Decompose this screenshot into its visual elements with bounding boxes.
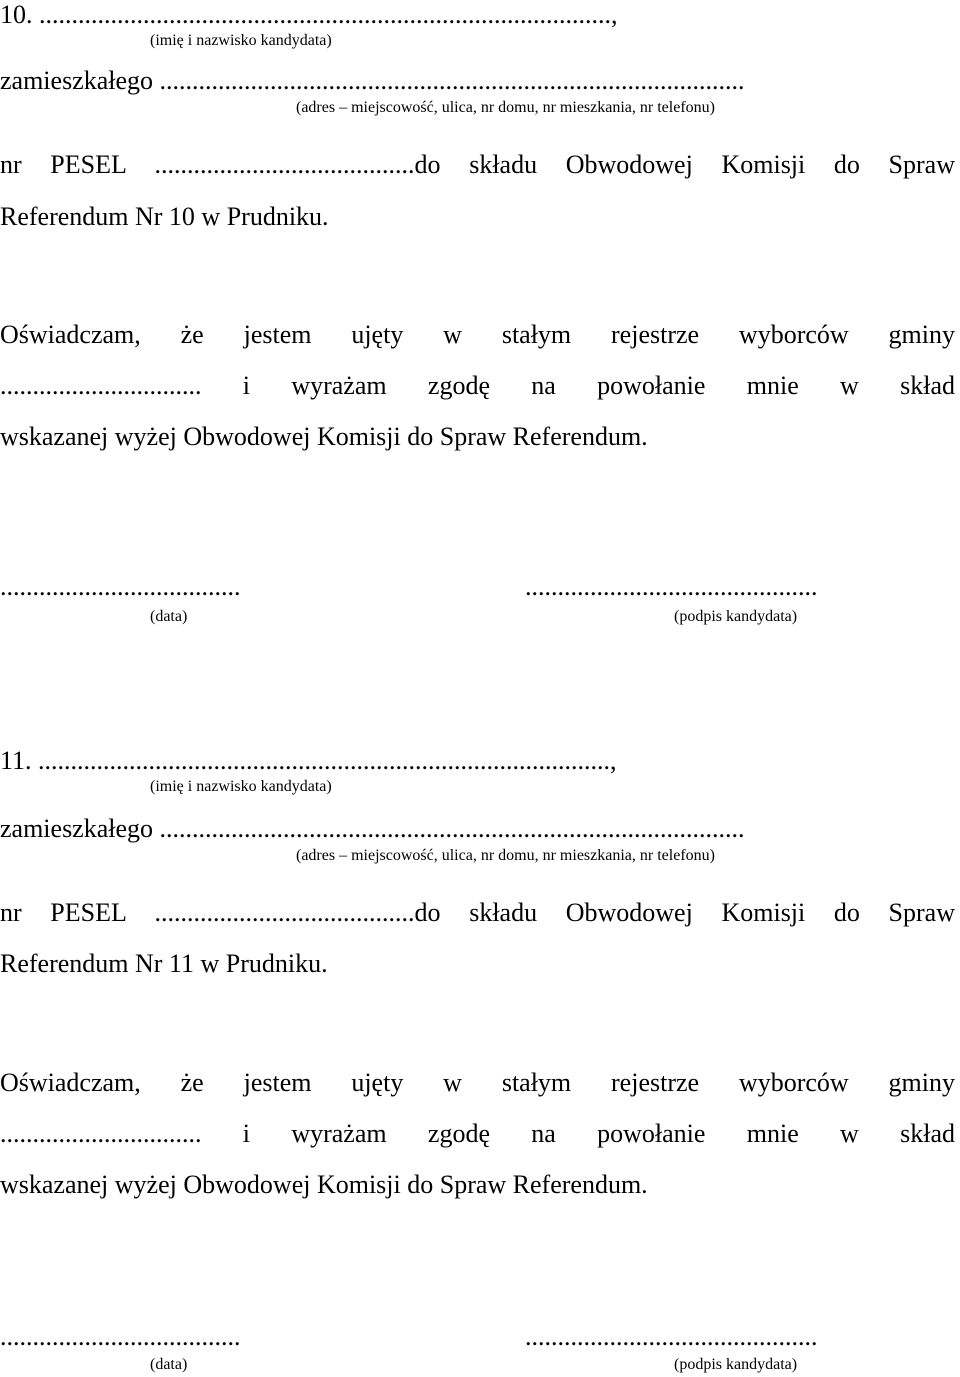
date-caption: (data)	[150, 1356, 188, 1373]
pesel-line: nr PESEL ........................................do składu Obwodowej Komisji do Spraw	[0, 898, 955, 927]
name-caption: (imię i nazwisko kandydata)	[150, 778, 332, 795]
declaration-line-1: Oświadczam, że jestem ujęty w stałym rejestrze wyborców gminy	[0, 1068, 955, 1097]
name-line: 10. ........................................................................................,	[0, 0, 618, 29]
address-caption: (adres – miejscowość, ulica, nr domu, nr mieszkania, nr telefonu)	[296, 847, 715, 864]
referendum-line: Referendum Nr 10 w Prudniku.	[0, 202, 329, 231]
declaration-line-2: ............................... i wyrażam zgodę na powołanie mnie w skład	[0, 1119, 955, 1148]
signature-caption: (podpis kandydata)	[674, 608, 798, 625]
name-caption: (imię i nazwisko kandydata)	[150, 32, 332, 49]
referendum-line: Referendum Nr 11 w Prudniku.	[0, 949, 328, 978]
declaration-line-3: wskazanej wyżej Obwodowej Komisji do Spraw Referendum.	[0, 1170, 648, 1199]
name-line: 11. ........................................................................................,	[0, 746, 617, 775]
declaration-line-1: Oświadczam, że jestem ujęty w stałym rejestrze wyborców gminy	[0, 320, 955, 349]
address-line: zamieszkałego ..........................................................................................	[0, 814, 745, 843]
signature-dots: .............................................	[525, 572, 818, 601]
date-dots: .....................................	[0, 572, 241, 601]
address-line: zamieszkałego ..........................................................................................	[0, 66, 745, 95]
pesel-line: nr PESEL ........................................do składu Obwodowej Komisji do Spraw	[0, 150, 955, 179]
declaration-line-3: wskazanej wyżej Obwodowej Komisji do Spraw Referendum.	[0, 422, 648, 451]
signature-caption: (podpis kandydata)	[674, 1356, 798, 1373]
signature-dots: .............................................	[525, 1322, 818, 1351]
declaration-line-2: ............................... i wyrażam zgodę na powołanie mnie w skład	[0, 371, 955, 400]
date-dots: .....................................	[0, 1322, 241, 1351]
address-caption: (adres – miejscowość, ulica, nr domu, nr mieszkania, nr telefonu)	[296, 99, 715, 116]
date-caption: (data)	[150, 608, 188, 625]
